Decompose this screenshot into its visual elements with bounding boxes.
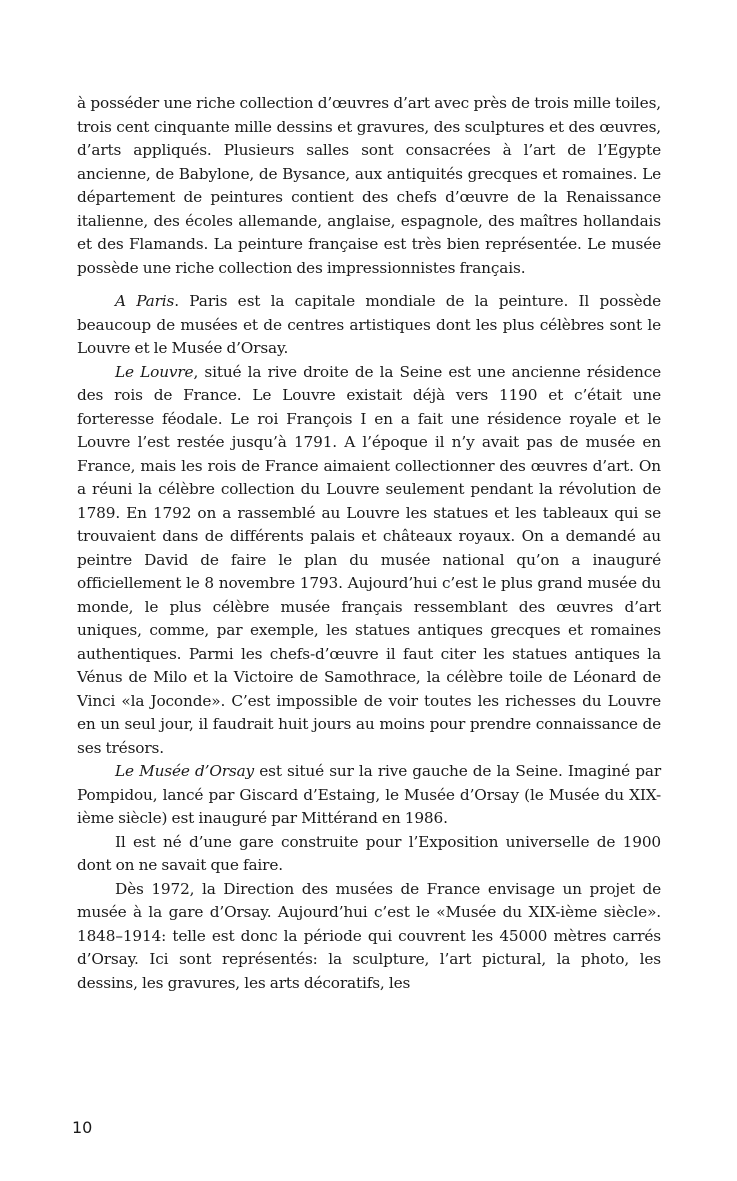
paragraph-gare [77,831,661,878]
page-number: 10 [72,1118,93,1137]
paragraph-louvre-collection [77,92,661,280]
paragraph-text: est situé sur la rive gauche de la Seine. Imaginé par Pompidou, lancé par Giscard d’Estaing, le Musée d’Orsay (le Musée du XIX-ième siècle) est inauguré par Mittérand en 1986. [77,762,661,827]
paragraph-le-louvre [77,361,661,761]
paragraph-text: , situé la rive droite de la Seine est une ancienne résidence des rois de France. Le Louvre existait déjà vers 1190 et c’était une forteresse féodale. Le roi François I en a fait une résidence royale et le Louvre l’est restée jusqu’à 1791. A l’époque il n’y avait pas de musée en France, mais les rois de France aimaient collectionner des œuvres d’art. On a réuni la célèbre collection du Louvre seulement pendant la révolution de 1789. En 1792 on a rassemblé au Louvre les statues et les tableaux qui se trouvaient dans de différents palais et châteaux royaux. On a demandé au peintre David de faire le plan du musée national qu’on a inauguré officiellement le 8 novembre 1793. Aujourd’hui c’est le plus grand musée du monde, le plus célèbre musée français ressemblant des œuvres d’art uniques, comme, par exemple, les statues antiques grecques et romaines authentiques. Parmi les chefs-d’œuvre il faut citer les statues antiques la Vénus de Milo et la Victoire de Samothrace, la célèbre toile de Léonard de Vinci «la Joconde». C’est impossible de voir toutes les richesses du Louvre en un seul jour, il faudrait huit jours au moins pour prendre connaissance de ses trésors. [77,362,662,757]
paragraph-des-1972 [77,878,661,996]
paragraph-text: Il est né d’une gare construite pour l’Exposition universelle de 1900 dont on ne savait que faire. [77,832,661,874]
paragraph-musee-orsay [77,760,661,831]
paragraph-text: . Paris est la capitale mondiale de la peinture. Il possède beaucoup de musées et de centres artistiques dont les plus célèbres sont le Louvre et le Musée d’Orsay. [77,292,662,357]
paragraph-lead-musee-orsay: Le Musée d’Orsay [115,762,255,780]
paragraph-a-paris [77,290,661,361]
page-body [77,92,661,995]
paragraph-text: à posséder une riche collection d’œuvres d’art avec près de trois mille toiles, trois cent cinquante mille dessins et gravures, des sculptures et des œuvres, d’arts appliqués. Plusieurs salles sont consacrées à l’art de l’Egypte ancienne, de Babylone, de Bysance, aux antiquités grecques et romaines. Le département de peintures contient des chefs d’œuvre de la Renaissance italienne, des écoles allemande, anglaise, espagnole, des maîtres hollandais et des Flamands. La peinture française est très bien représentée. Le musée possède une riche collection des impressionnistes français. [77,94,661,277]
paragraph-lead-a-paris: A Paris [115,292,175,310]
paragraph-lead-le-louvre: Le Louvre [115,362,194,381]
paragraph-text: Dès 1972, la Direction des musées de France envisage un projet de musée à la gare d’Orsay. Aujourd’hui c’est le «Musée du XIX-ième siècle». 1848–1914: telle est donc la période qui couvrent les 45000 mètres carrés d’Orsay. Ici sont représentés: la sculpture, l’art pictural, la photo, les dessins, les gravures, les arts décoratifs, les [77,879,661,992]
